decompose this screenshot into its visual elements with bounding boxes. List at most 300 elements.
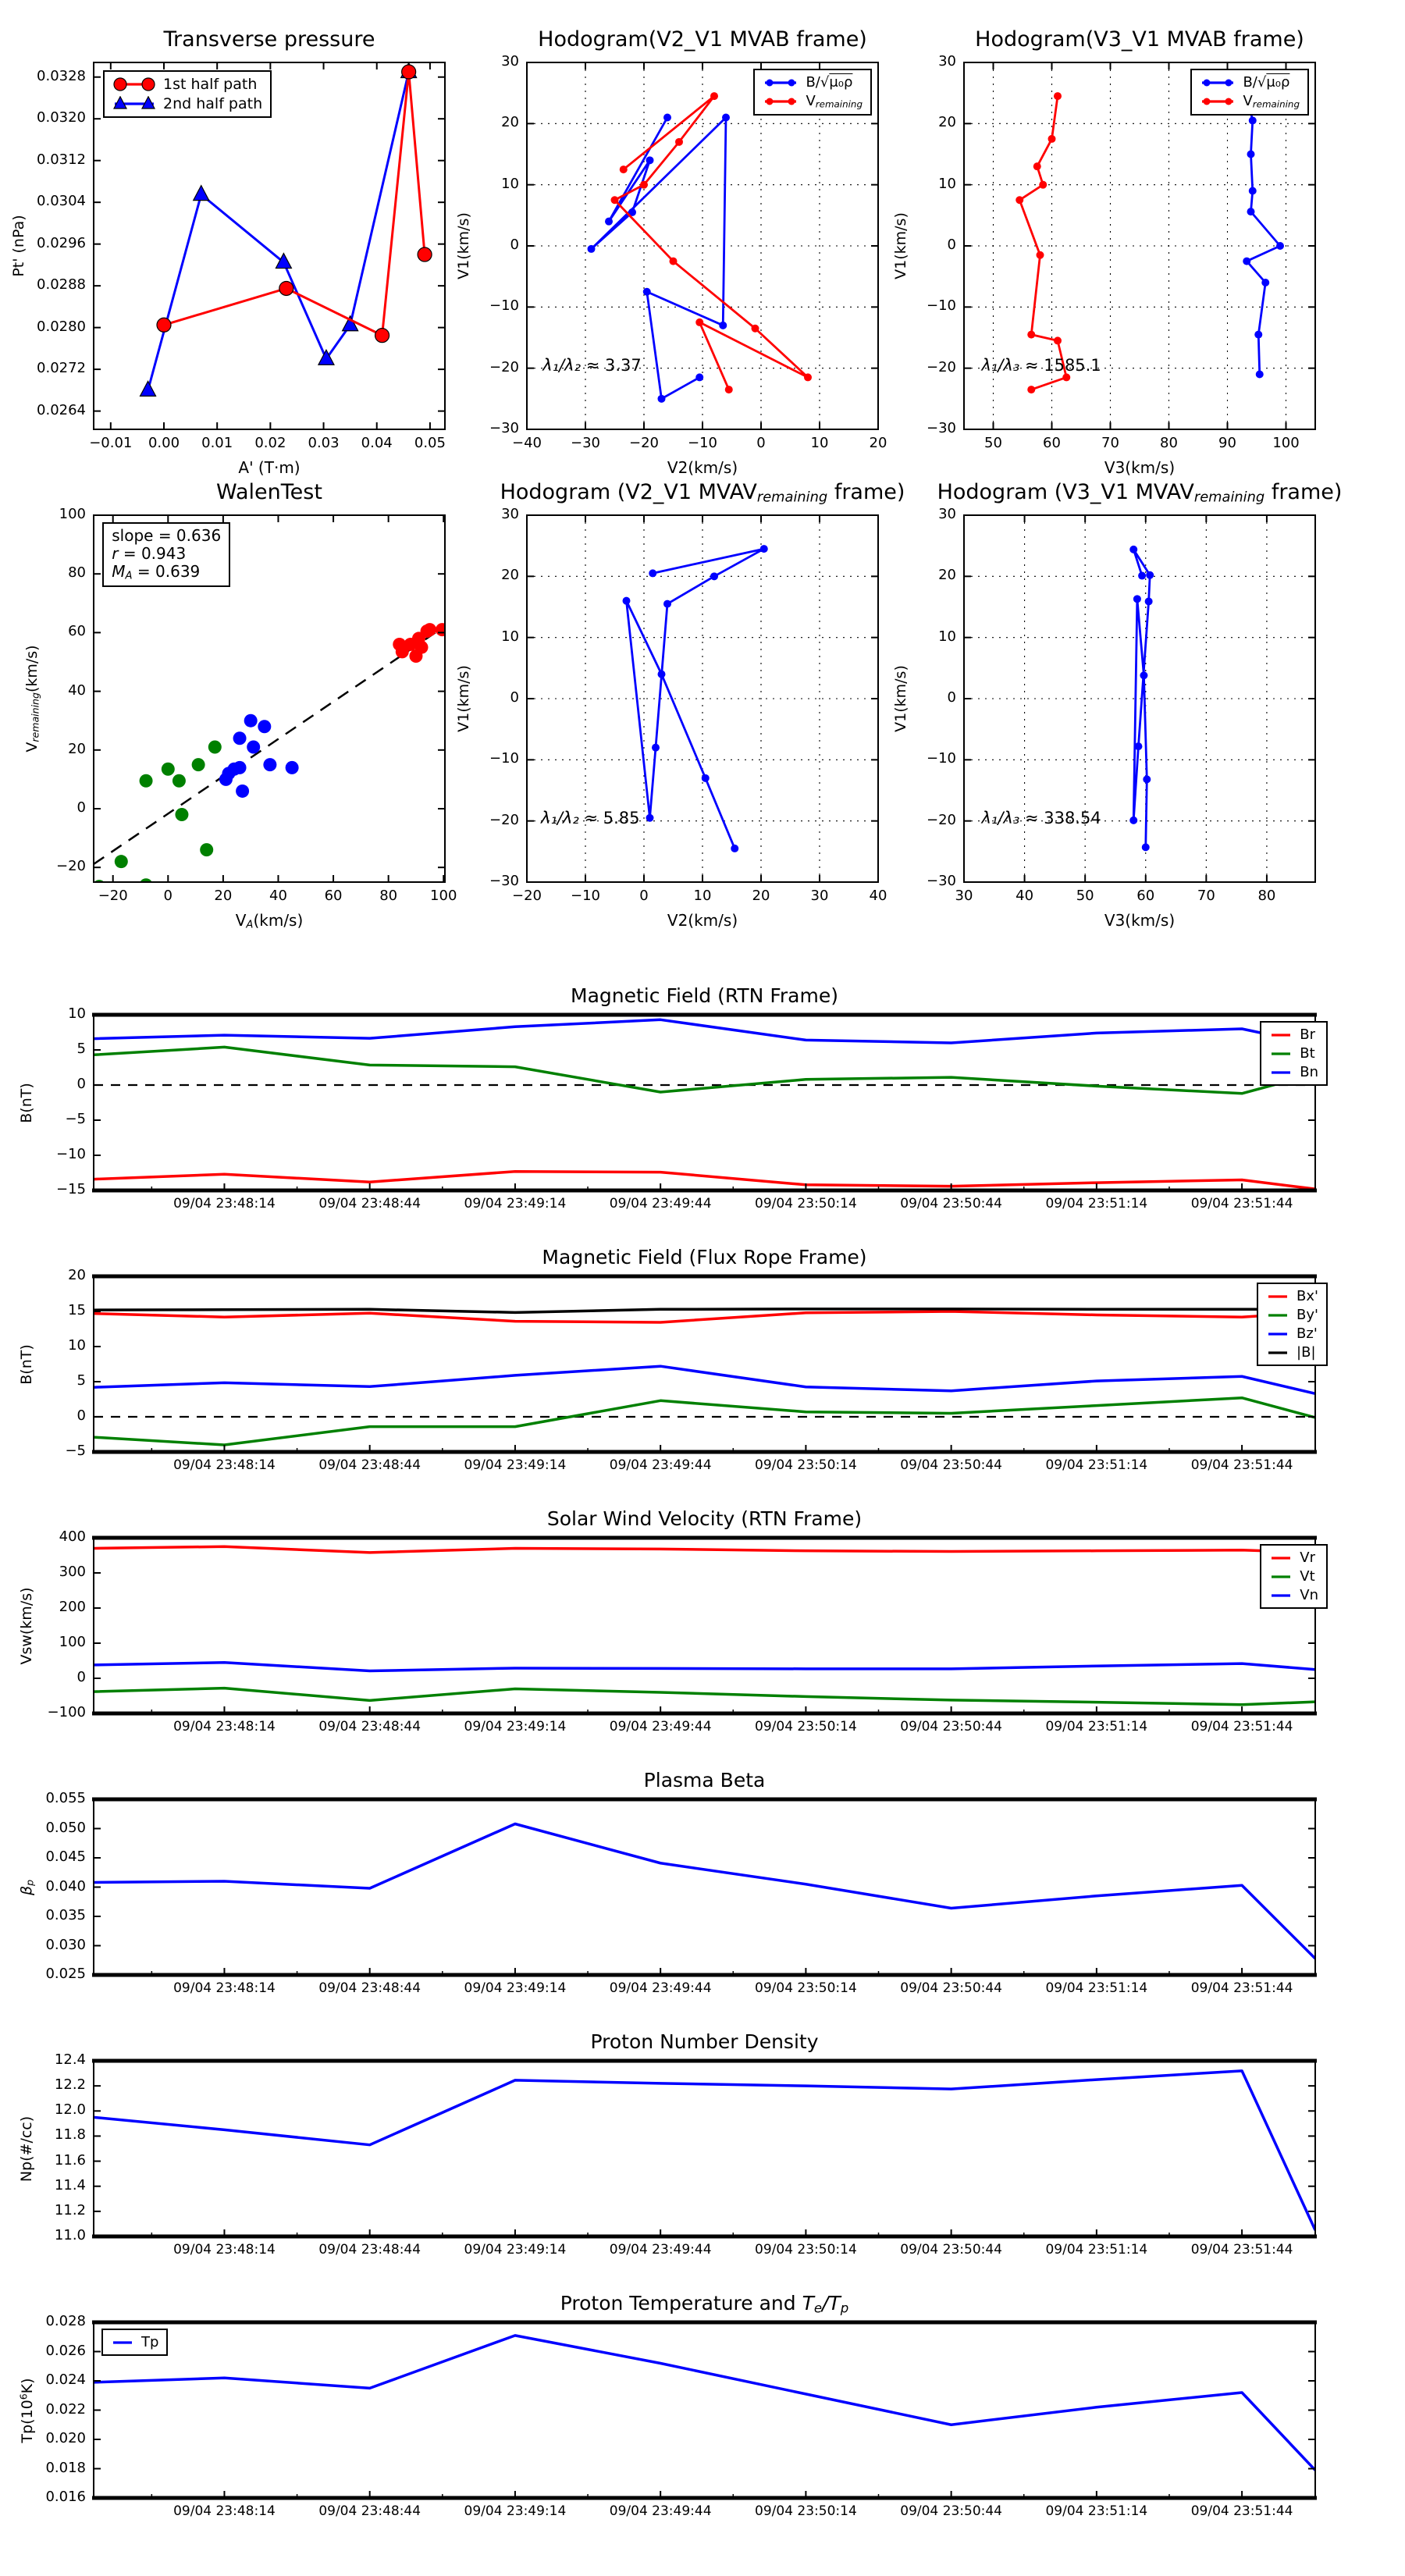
label-part: ≈ 338.54 — [1019, 809, 1101, 827]
x-tick-label: −20 — [629, 435, 659, 451]
chart-annotation — [541, 809, 640, 827]
y-tick-label: −20 — [489, 358, 519, 375]
y-tick-label: 0.035 — [45, 1907, 86, 1923]
legend-label — [1243, 93, 1300, 110]
legend-entry — [1266, 1307, 1318, 1323]
y-tick-label: 20 — [68, 1267, 86, 1283]
label-part: frame) — [1264, 480, 1343, 504]
legend-label — [806, 74, 852, 91]
legend-label — [1300, 1568, 1314, 1585]
label-part: V — [23, 742, 41, 753]
label-part: M — [112, 562, 126, 582]
label-part: slope = 0.636 — [112, 526, 222, 546]
legend-hodogram-v3v1-mvab — [1190, 69, 1309, 116]
y-tick-label: 20 — [938, 567, 956, 584]
x-tick-label: 09/04 23:48:14 — [173, 1980, 276, 1996]
legend-label — [1300, 1045, 1314, 1062]
x-tick-label: 10 — [810, 435, 829, 451]
label-part: Solar Wind Velocity (RTN Frame) — [546, 1507, 863, 1530]
axes-magnetic-field-rtn — [92, 1015, 1317, 1190]
y-tick-label: 0.016 — [45, 2489, 86, 2505]
y-tick-label: 0.026 — [45, 2342, 86, 2359]
label-part: T — [802, 2292, 814, 2314]
axes-magnetic-field-flux-rope — [92, 1276, 1317, 1452]
x-tick-label: 30 — [955, 888, 973, 904]
y-tick-label: −10 — [489, 750, 519, 767]
y-tick-label: 20 — [938, 114, 956, 131]
x-tick-label: 09/04 23:49:14 — [464, 1719, 567, 1735]
label-part: λ₁/λ₃ — [981, 356, 1020, 375]
label-part: V — [235, 911, 247, 930]
y-axis-label — [18, 2378, 36, 2443]
legend-sample-icon — [112, 96, 156, 112]
label-part: Vn — [1300, 1587, 1318, 1603]
label-part: ≈ 3.37 — [581, 356, 642, 375]
series-plasma-beta — [94, 1824, 1315, 1959]
x-tick-label: 0.05 — [414, 435, 446, 451]
label-part: Np(#/cc) — [18, 2115, 36, 2182]
label-part: Proton Temperature and — [560, 2292, 802, 2314]
x-tick-label: 09/04 23:48:14 — [173, 1719, 276, 1735]
legend-magnetic-field-flux-rope — [1257, 1283, 1328, 1366]
y-tick-label: 0 — [947, 689, 956, 706]
y-tick-label: −20 — [56, 858, 86, 875]
x-tick-label: 09/04 23:49:14 — [464, 2242, 567, 2258]
x-tick-label: 09/04 23:51:14 — [1045, 2503, 1148, 2519]
y-tick-label: 10 — [501, 628, 519, 645]
x-tick-label: 70 — [1101, 435, 1119, 451]
x-tick-label: 09/04 23:51:14 — [1045, 1196, 1148, 1212]
legend-entry — [1269, 1568, 1318, 1585]
chart-title — [164, 27, 375, 52]
y-tick-label: 10 — [68, 1005, 86, 1022]
x-tick-label: 30 — [810, 888, 829, 904]
series-hodogram-v3v1-mvab — [1016, 92, 1284, 393]
y-tick-label: 0.050 — [45, 1819, 86, 1836]
y-tick-label: 0.045 — [45, 1848, 86, 1865]
x-tick-label: 09/04 23:50:44 — [900, 1457, 1002, 1473]
x-tick-label: 09/04 23:50:14 — [755, 1719, 857, 1735]
label-part: Proton Number Density — [590, 2030, 819, 2053]
chart-annotation — [542, 356, 642, 375]
label-part: V1(km/s) — [455, 665, 473, 732]
x-tick-label: 0.01 — [201, 435, 233, 451]
label-part: 1st half path — [163, 76, 258, 93]
legend-entry — [1269, 1045, 1318, 1062]
x-tick-label: 09/04 23:50:14 — [755, 2503, 857, 2519]
y-tick-label: 10 — [501, 175, 519, 192]
y-tick-label: 0 — [76, 799, 86, 816]
y-axis-label — [19, 1879, 36, 1895]
legend-magnetic-field-rtn — [1260, 1021, 1328, 1086]
label-part: V1(km/s) — [892, 665, 910, 732]
label-part: WalenTest — [216, 480, 322, 504]
legend-label — [1297, 1288, 1318, 1304]
axes-proton-temperature — [92, 2322, 1317, 2498]
label-part: remaining — [1252, 98, 1300, 110]
label-part: Tp(10 — [18, 2399, 36, 2443]
label-part: remaining — [815, 98, 863, 110]
x-tick-label: 09/04 23:49:44 — [609, 1980, 712, 1996]
x-tick-label: 09/04 23:51:14 — [1045, 1457, 1148, 1473]
chart-title — [975, 27, 1304, 52]
x-tick-label: −0.01 — [89, 435, 133, 451]
x-tick-label: 09/04 23:48:44 — [318, 1196, 422, 1212]
y-tick-label: 100 — [59, 1634, 86, 1650]
annotation-line — [112, 563, 221, 582]
chart-title — [216, 480, 322, 504]
x-tick-label: 09/04 23:48:14 — [173, 1457, 276, 1473]
legend-entry — [111, 2334, 158, 2350]
x-tick-label: −20 — [98, 888, 128, 904]
legend-sample-icon — [1269, 1027, 1293, 1043]
y-tick-label: 12.2 — [54, 2076, 86, 2094]
chart-annotation — [982, 356, 1101, 375]
label-part: Plasma Beta — [643, 1769, 766, 1791]
legend-sample-icon — [1269, 1065, 1293, 1080]
legend-label — [806, 93, 863, 110]
x-axis-label — [238, 459, 300, 477]
label-part: V3(km/s) — [1104, 911, 1176, 930]
x-axis-label — [667, 459, 738, 477]
y-tick-label: −15 — [56, 1181, 86, 1197]
label-part: Bt — [1300, 1045, 1315, 1062]
label-part: Hodogram(V3_V1 MVAB frame) — [975, 27, 1304, 52]
x-tick-label: 09/04 23:50:44 — [900, 2503, 1002, 2519]
label-part: V3(km/s) — [1104, 458, 1176, 477]
y-tick-label: 0.028 — [45, 2313, 86, 2329]
axes-plasma-beta — [92, 1799, 1317, 1975]
x-tick-label: 20 — [752, 888, 770, 904]
label-part: V2(km/s) — [667, 911, 738, 930]
x-tick-label: −20 — [512, 888, 542, 904]
annotation-line — [541, 809, 640, 827]
y-axis-label — [19, 1587, 36, 1664]
x-tick-label: 09/04 23:51:44 — [1190, 1980, 1293, 1996]
y-tick-label: 0.022 — [45, 2400, 86, 2418]
x-tick-label: 09/04 23:49:14 — [464, 1457, 567, 1473]
y-tick-label: 0.0280 — [37, 318, 86, 335]
x-tick-label: 09/04 23:48:44 — [318, 2503, 422, 2519]
label-part: Bx' — [1297, 1288, 1318, 1304]
label-part: Vt — [1300, 1568, 1315, 1585]
x-tick-label: 09/04 23:51:44 — [1190, 1196, 1293, 1212]
x-tick-label: 09/04 23:48:44 — [318, 1980, 422, 1996]
y-axis-label — [19, 1083, 36, 1123]
label-part: 2nd half path — [163, 95, 263, 112]
label-part: p — [840, 2300, 849, 2316]
x-tick-label: 80 — [1160, 435, 1178, 451]
x-tick-label: 60 — [1136, 888, 1155, 904]
label-part: A — [125, 571, 133, 583]
label-part: V1(km/s) — [892, 212, 910, 279]
x-axis-label — [1104, 459, 1175, 477]
y-tick-label: −10 — [927, 750, 956, 767]
label-part: λ₁/λ₃ — [981, 809, 1020, 827]
y-tick-label: 20 — [501, 114, 519, 131]
legend-sample-icon — [1266, 1345, 1289, 1361]
y-tick-label: 0 — [947, 237, 956, 253]
chart-annotation — [982, 809, 1101, 827]
y-tick-label: 400 — [59, 1528, 86, 1545]
y-tick-label: 20 — [501, 567, 519, 584]
annotation-line — [542, 356, 642, 375]
x-tick-label: −10 — [688, 435, 717, 451]
label-part: μ₀ρ — [1266, 74, 1290, 91]
y-tick-label: −10 — [927, 297, 956, 315]
y-tick-label: 5 — [76, 1372, 86, 1389]
x-tick-label: 0.00 — [148, 435, 180, 451]
label-part: remaining — [29, 692, 41, 742]
y-tick-label: 30 — [938, 506, 956, 522]
legend-entry — [763, 93, 863, 110]
y-tick-label: 0.0288 — [37, 276, 86, 294]
series-walen-test — [93, 623, 449, 893]
x-tick-label: −30 — [571, 435, 600, 451]
x-tick-label: 09/04 23:48:14 — [173, 2242, 276, 2258]
chart-title — [591, 2031, 819, 2054]
label-part: Br — [1300, 1026, 1315, 1043]
series-magnetic-field-rtn — [94, 1019, 1315, 1189]
x-tick-label: 09/04 23:50:44 — [900, 1719, 1002, 1735]
chart-title — [500, 480, 905, 506]
y-tick-label: 60 — [68, 623, 86, 640]
axes-proton-number-density — [92, 2061, 1317, 2236]
x-tick-label: 09/04 23:49:14 — [464, 2503, 567, 2519]
legend-entry — [112, 95, 262, 112]
legend-sample-icon — [1269, 1046, 1293, 1062]
y-tick-label: −100 — [47, 1704, 86, 1720]
chart-title — [937, 480, 1343, 506]
y-tick-label: −30 — [927, 420, 956, 436]
legend-entry — [1269, 1064, 1318, 1080]
legend-entry — [1266, 1344, 1318, 1361]
y-axis-label — [456, 212, 473, 279]
x-tick-label: 50 — [984, 435, 1002, 451]
label-part: Hodogram (V3_V1 MVAV — [937, 480, 1194, 504]
y-tick-label: 0 — [510, 237, 519, 253]
label-part: frame) — [827, 480, 905, 504]
y-tick-label: 40 — [68, 681, 86, 699]
x-tick-label: 0 — [756, 435, 766, 451]
x-tick-label: 09/04 23:51:44 — [1190, 2242, 1293, 2258]
x-tick-label: 0.03 — [308, 435, 340, 451]
legend-label — [163, 76, 257, 93]
label-part: K) — [18, 2377, 36, 2393]
label-part: Bz' — [1297, 1325, 1318, 1342]
y-tick-label: 0.055 — [45, 1790, 86, 1806]
legend-sample-icon — [763, 94, 799, 109]
x-tick-label: 09/04 23:48:14 — [173, 1196, 276, 1212]
x-tick-label: 09/04 23:51:44 — [1190, 1719, 1293, 1735]
y-tick-label: 11.2 — [54, 2201, 86, 2218]
x-tick-label: 100 — [1272, 435, 1300, 451]
x-tick-label: 0.02 — [254, 435, 286, 451]
legend-label — [1300, 1026, 1315, 1043]
x-tick-label: 09/04 23:50:14 — [755, 1196, 857, 1212]
x-tick-label: 70 — [1197, 888, 1215, 904]
legend-sample-icon — [1200, 75, 1236, 91]
legend-entry — [1266, 1325, 1318, 1342]
legend-sample-icon — [1269, 1550, 1293, 1566]
x-tick-label: 09/04 23:49:44 — [609, 2242, 712, 2258]
x-tick-label: 09/04 23:49:44 — [609, 1719, 712, 1735]
label-part: Transverse pressure — [163, 27, 375, 52]
x-tick-label: 40 — [869, 888, 887, 904]
legend-label — [141, 2334, 158, 2350]
x-tick-label: 60 — [1043, 435, 1061, 451]
label-part: e — [813, 2300, 823, 2316]
x-tick-label: 09/04 23:50:44 — [900, 1196, 1002, 1212]
x-tick-label: 09/04 23:49:14 — [464, 1980, 567, 1996]
y-tick-label: 80 — [68, 564, 86, 582]
y-tick-label: 200 — [59, 1599, 86, 1615]
legend-label — [1243, 74, 1289, 91]
legend-sample-icon — [763, 75, 799, 91]
label-part: V — [1243, 93, 1253, 109]
x-tick-label: 09/04 23:48:44 — [318, 2242, 422, 2258]
x-tick-label: 09/04 23:50:14 — [755, 1457, 857, 1473]
legend-label — [1300, 1587, 1318, 1603]
label-part: Vr — [1300, 1550, 1315, 1566]
y-tick-label: 30 — [938, 53, 956, 69]
axes-solar-wind-velocity-rtn — [92, 1538, 1317, 1713]
label-part: A — [246, 919, 254, 931]
legend-entry — [112, 76, 262, 93]
label-part: B/√ — [806, 74, 830, 91]
y-tick-label: 0.0312 — [37, 151, 86, 168]
y-tick-label: 0.0304 — [37, 193, 86, 210]
label-part: B(nT) — [18, 1082, 36, 1123]
y-axis-label — [456, 665, 473, 732]
y-tick-label: −30 — [927, 873, 956, 889]
x-tick-label: 50 — [1076, 888, 1094, 904]
chart-title — [538, 27, 867, 52]
y-tick-label: 0 — [76, 1407, 86, 1424]
y-tick-label: 0.020 — [45, 2430, 86, 2446]
y-tick-label: 11.8 — [54, 2126, 86, 2144]
label-part: Vsw(km/s) — [18, 1586, 36, 1665]
y-tick-label: −5 — [65, 1111, 86, 1127]
x-tick-label: 09/04 23:48:44 — [318, 1457, 422, 1473]
x-tick-label: 20 — [869, 435, 887, 451]
x-tick-label: 09/04 23:48:44 — [318, 1719, 422, 1735]
x-tick-label: 09/04 23:50:14 — [755, 2242, 857, 2258]
y-tick-label: 0 — [76, 1076, 86, 1092]
label-part: (km/s) — [253, 911, 304, 930]
y-tick-label: 0.0264 — [37, 401, 86, 418]
annotation-line — [982, 356, 1101, 375]
legend-entry — [763, 74, 863, 91]
legend-proton-temperature — [101, 2329, 168, 2356]
label-part: A' (T·m) — [238, 458, 301, 477]
y-tick-label: 12.0 — [54, 2101, 86, 2119]
label-part: p — [23, 1879, 36, 1886]
y-tick-label: −20 — [927, 358, 956, 375]
x-tick-label: 40 — [269, 888, 287, 904]
x-axis-label — [1104, 912, 1175, 930]
legend-sample-icon — [1266, 1289, 1289, 1304]
x-tick-label: 09/04 23:48:14 — [173, 2503, 276, 2519]
label-part: ≈ 5.85 — [578, 809, 640, 827]
x-tick-label: 09/04 23:50:44 — [900, 2242, 1002, 2258]
series-proton-temperature — [94, 2336, 1315, 2471]
x-tick-label: 90 — [1218, 435, 1236, 451]
label-part: λ₁/λ₂ — [541, 809, 579, 827]
legend-label — [1297, 1344, 1315, 1361]
y-tick-label: 11.0 — [54, 2227, 86, 2243]
legend-entry — [1269, 1587, 1318, 1603]
legend-entry — [1200, 93, 1300, 110]
label-part: By' — [1297, 1307, 1318, 1323]
legend-entry — [1200, 74, 1300, 91]
legend-entry — [1269, 1026, 1318, 1043]
label-part: λ₁/λ₂ — [542, 356, 582, 375]
label-part: = 0.943 — [118, 544, 187, 564]
y-tick-label: −10 — [56, 1146, 86, 1162]
legend-label — [1297, 1307, 1318, 1323]
label-part: Magnetic Field (Flux Rope Frame) — [542, 1246, 867, 1268]
x-tick-label: 0.04 — [361, 435, 393, 451]
x-tick-label: 09/04 23:51:14 — [1045, 1719, 1148, 1735]
legend-transverse-pressure — [103, 70, 272, 118]
y-tick-label: 0.025 — [45, 1966, 86, 1982]
x-tick-label: 0 — [163, 888, 173, 904]
label-part: V2(km/s) — [667, 458, 738, 477]
y-axis-label — [24, 645, 41, 752]
x-tick-label: 10 — [693, 888, 712, 904]
x-tick-label: 09/04 23:50:44 — [900, 1980, 1002, 1996]
y-tick-label: 0.040 — [45, 1877, 86, 1895]
x-tick-label: 60 — [324, 888, 343, 904]
label-part: V1(km/s) — [455, 212, 473, 279]
label-part: 6 — [17, 2393, 30, 2400]
y-tick-label: 0.0328 — [37, 67, 86, 84]
label-part: ≈ 1585.1 — [1019, 356, 1101, 375]
label-part: Pt' (nPa) — [10, 215, 28, 277]
x-tick-label: 09/04 23:51:14 — [1045, 2242, 1148, 2258]
y-tick-label: −30 — [489, 873, 519, 889]
legend-sample-icon — [1269, 1588, 1293, 1603]
legend-hodogram-v2v1-mvab — [753, 69, 872, 116]
label-part: Hodogram(V2_V1 MVAB frame) — [538, 27, 867, 52]
label-part: = 0.639 — [132, 562, 201, 582]
y-tick-label: 0.018 — [45, 2459, 86, 2476]
chart-title — [542, 1247, 866, 1269]
x-tick-label: −40 — [512, 435, 542, 451]
y-tick-label: 0.024 — [45, 2371, 86, 2388]
y-tick-label: 12.4 — [54, 2051, 86, 2068]
y-tick-label: 5 — [76, 1041, 86, 1057]
x-tick-label: 09/04 23:51:44 — [1190, 1457, 1293, 1473]
y-tick-label: 10 — [68, 1337, 86, 1354]
y-tick-label: −30 — [489, 420, 519, 436]
chart-title — [644, 1770, 766, 1792]
x-tick-label: 09/04 23:49:44 — [609, 1457, 712, 1473]
y-tick-label: 0.0320 — [37, 109, 86, 126]
y-axis-label — [893, 212, 910, 279]
series-solar-wind-velocity-rtn — [94, 1546, 1315, 1705]
legend-label — [163, 95, 262, 112]
x-tick-label: 09/04 23:50:14 — [755, 1980, 857, 1996]
y-tick-label: 10 — [938, 175, 956, 192]
x-axis-label — [667, 912, 738, 930]
chart-title — [571, 985, 838, 1008]
y-tick-label: 0 — [510, 689, 519, 706]
label-part: (km/s) — [23, 645, 41, 693]
x-tick-label: 09/04 23:51:44 — [1190, 2503, 1293, 2519]
y-tick-label: 11.4 — [54, 2176, 86, 2194]
